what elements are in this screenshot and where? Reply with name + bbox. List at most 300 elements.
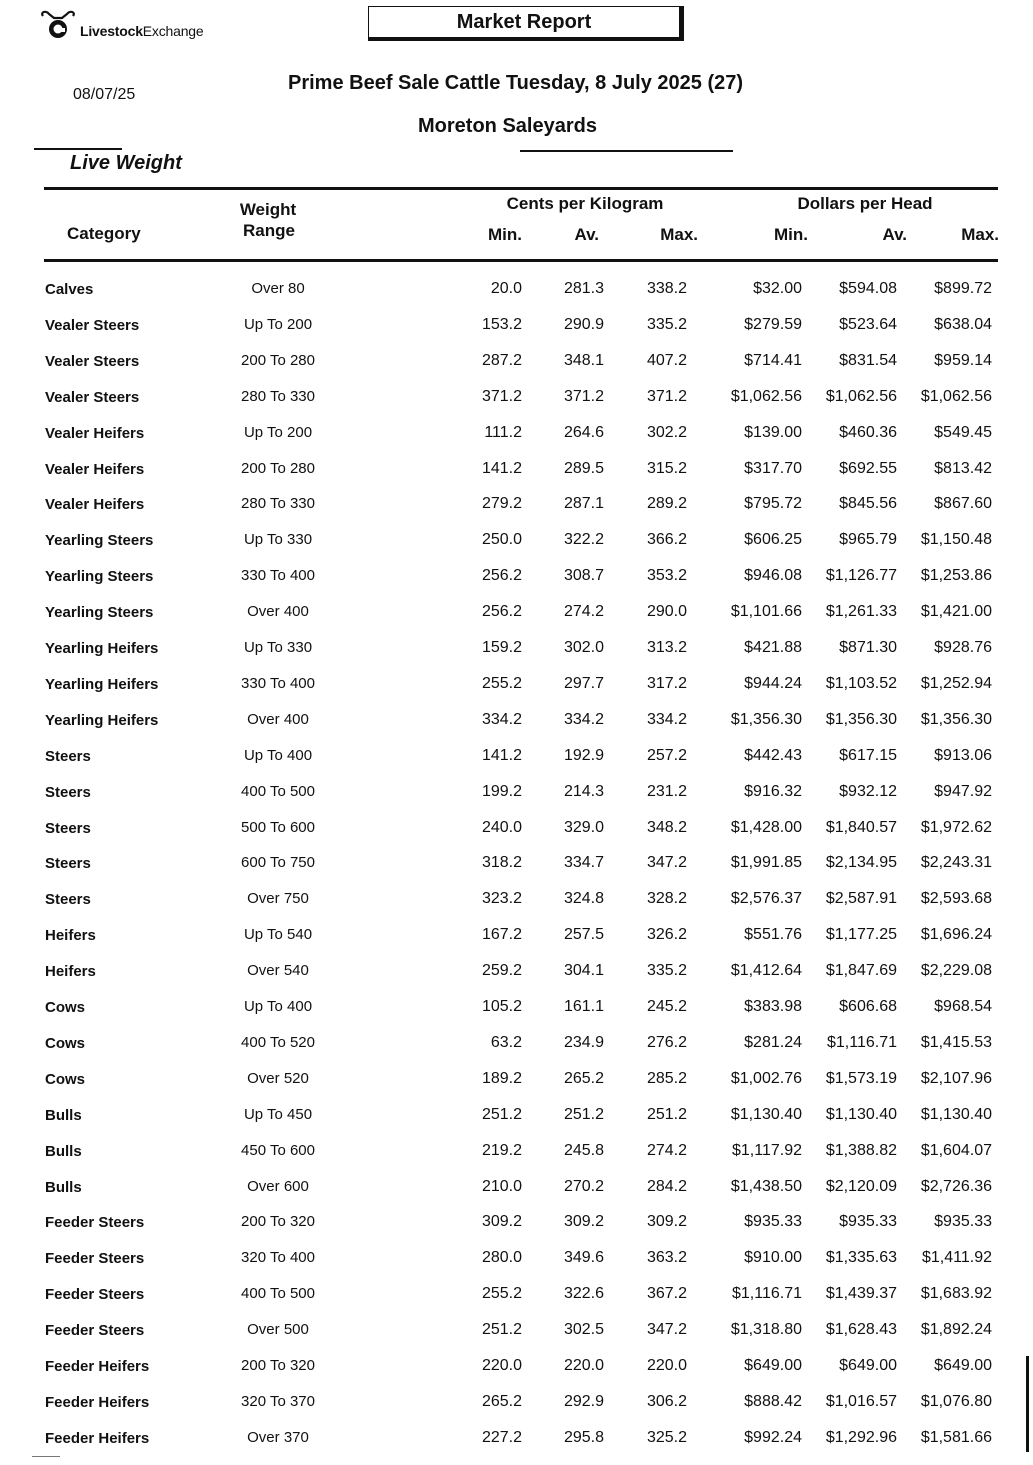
dollars-min-cell: $279.59 [744, 316, 802, 333]
table-row [0, 388, 1033, 424]
dollars-av-cell: $1,062.56 [825, 388, 897, 405]
dollars-max-cell: $1,972.62 [920, 819, 992, 836]
category-cell: Yearling Heifers [45, 640, 159, 657]
dollars-av-cell: $1,840.57 [825, 819, 897, 836]
cents-max-cell: 251.2 [646, 1106, 687, 1123]
category-cell: Steers [45, 748, 91, 765]
cents-max-cell: 315.2 [646, 460, 687, 477]
cents-min-cell: 20.0 [490, 280, 522, 297]
cents-min-cell: 250.0 [481, 531, 522, 548]
category-cell: Cows [45, 999, 86, 1016]
dollars-min-cell: $944.24 [744, 675, 802, 692]
weight-range-cell: 320 To 370 [241, 1393, 315, 1410]
dollars-av-cell: $692.55 [839, 460, 897, 477]
table-row [0, 819, 1033, 855]
weight-range-cell: Over 520 [247, 1070, 309, 1087]
table-row [0, 1070, 1033, 1106]
cents-max-cell: 326.2 [646, 926, 687, 943]
cents-max-cell: 335.2 [646, 962, 687, 979]
dollars-max-cell: $1,415.53 [920, 1034, 992, 1051]
cents-av-cell: 329.0 [563, 819, 604, 836]
header-cents-per-kilogram: Cents per Kilogram [506, 194, 664, 213]
dollars-max-cell: $947.92 [934, 783, 992, 800]
table-row [0, 460, 1033, 496]
cents-max-cell: 289.2 [646, 495, 687, 512]
category-cell: Feeder Steers [45, 1250, 145, 1267]
cents-min-cell: 256.2 [481, 603, 522, 620]
category-cell: Yearling Steers [45, 568, 154, 585]
table-row [0, 1213, 1033, 1249]
dollars-av-cell: $606.68 [839, 998, 897, 1015]
table-row [0, 1285, 1033, 1321]
table-row [0, 962, 1033, 998]
table-row [0, 998, 1033, 1034]
dollars-max-cell: $1,421.00 [920, 603, 992, 620]
dollars-max-cell: $1,252.94 [920, 675, 992, 692]
cents-min-cell: 251.2 [481, 1106, 522, 1123]
dollars-min-cell: $1,062.56 [730, 388, 802, 405]
weight-range-cell: 320 To 400 [241, 1249, 315, 1266]
cents-min-cell: 153.2 [481, 316, 522, 333]
cents-min-cell: 227.2 [481, 1429, 522, 1446]
cents-max-cell: 257.2 [646, 747, 687, 764]
category-cell: Steers [45, 855, 91, 872]
dollars-max-cell: $1,604.07 [920, 1142, 992, 1159]
table-row [0, 711, 1033, 747]
cents-min-cell: 334.2 [481, 711, 522, 728]
dollars-av-cell: $1,439.37 [825, 1285, 897, 1302]
table-row [0, 603, 1033, 639]
dollars-max-cell: $1,356.30 [920, 711, 992, 728]
cents-min-cell: 189.2 [481, 1070, 522, 1087]
cents-av-cell: 289.5 [563, 460, 604, 477]
dollars-max-cell: $959.14 [934, 352, 992, 369]
weight-range-cell: Over 400 [247, 711, 309, 728]
cents-max-cell: 367.2 [646, 1285, 687, 1302]
cents-av-cell: 264.6 [563, 424, 604, 441]
report-title-box: Market Report [368, 6, 684, 41]
cents-av-cell: 192.9 [563, 747, 604, 764]
dollars-min-cell: $992.24 [744, 1429, 802, 1446]
cents-min-cell: 309.2 [481, 1213, 522, 1230]
dollars-min-cell: $1,318.80 [730, 1321, 802, 1338]
dollars-max-cell: $867.60 [934, 495, 992, 512]
weight-range-cell: 400 To 520 [241, 1034, 315, 1051]
table-row [0, 890, 1033, 926]
weight-range-cell: Up To 330 [243, 639, 313, 656]
table-row [0, 424, 1033, 460]
cents-av-cell: 295.8 [563, 1429, 604, 1446]
cents-min-cell: 199.2 [481, 783, 522, 800]
weight-range-cell: Up To 200 [243, 316, 313, 333]
dollars-max-cell: $1,683.92 [920, 1285, 992, 1302]
location-title: Moreton Saleyards [418, 115, 597, 137]
cents-min-cell: 259.2 [481, 962, 522, 979]
dollars-av-cell: $1,573.19 [825, 1070, 897, 1087]
dollars-min-cell: $442.43 [744, 747, 802, 764]
weight-range-cell: Over 540 [247, 962, 309, 979]
dollars-min-cell: $139.00 [744, 424, 802, 441]
cents-max-cell: 348.2 [646, 819, 687, 836]
cents-min-cell: 255.2 [481, 1285, 522, 1302]
table-row [0, 1106, 1033, 1142]
cents-min-cell: 63.2 [490, 1034, 522, 1051]
category-cell: Feeder Heifers [45, 1358, 150, 1375]
cents-av-cell: 308.7 [563, 567, 604, 584]
cents-av-cell: 297.7 [563, 675, 604, 692]
cents-min-cell: 141.2 [481, 747, 522, 764]
cents-min-cell: 323.2 [481, 890, 522, 907]
dollars-max-cell: $1,150.48 [920, 531, 992, 548]
header-dollars-per-head: Dollars per Head [797, 194, 933, 213]
cents-av-cell: 257.5 [563, 926, 604, 943]
cents-av-cell: 251.2 [563, 1106, 604, 1123]
dollars-min-cell: $1,438.50 [730, 1178, 802, 1195]
dollars-min-cell: $383.98 [744, 998, 802, 1015]
dollars-av-cell: $932.12 [839, 783, 897, 800]
table-row [0, 639, 1033, 675]
cents-av-cell: 290.9 [563, 316, 604, 333]
category-cell: Bulls [45, 1107, 82, 1124]
dollars-av-cell: $649.00 [839, 1357, 897, 1374]
cents-min-cell: 240.0 [481, 819, 522, 836]
dollars-av-cell: $845.56 [839, 495, 897, 512]
cents-av-cell: 287.1 [563, 495, 604, 512]
table-row [0, 280, 1033, 316]
weight-range-cell: Up To 400 [243, 998, 313, 1015]
dollars-min-cell: $935.33 [744, 1213, 802, 1230]
cents-av-cell: 214.3 [563, 783, 604, 800]
cents-av-cell: 322.6 [563, 1285, 604, 1302]
dollars-av-cell: $1,847.69 [825, 962, 897, 979]
cents-av-cell: 348.1 [563, 352, 604, 369]
weight-range-cell: Over 600 [247, 1178, 309, 1195]
cents-min-cell: 159.2 [481, 639, 522, 656]
category-cell: Bulls [45, 1143, 82, 1160]
cents-max-cell: 363.2 [646, 1249, 687, 1266]
category-cell: Cows [45, 1035, 86, 1052]
cents-av-cell: 322.2 [563, 531, 604, 548]
table-row [0, 316, 1033, 352]
cents-av-cell: 302.5 [563, 1321, 604, 1338]
dollars-av-cell: $1,261.33 [825, 603, 897, 620]
cents-av-cell: 234.9 [563, 1034, 604, 1051]
dollars-av-cell: $1,130.40 [825, 1106, 897, 1123]
dollars-min-cell: $1,002.76 [730, 1070, 802, 1087]
cents-max-cell: 407.2 [646, 352, 687, 369]
table-row [0, 1178, 1033, 1214]
dollars-av-cell: $1,356.30 [825, 711, 897, 728]
cents-av-cell: 274.2 [563, 603, 604, 620]
table-row [0, 1034, 1033, 1070]
dollars-av-cell: $2,587.91 [825, 890, 897, 907]
cents-max-cell: 353.2 [646, 567, 687, 584]
category-cell: Yearling Steers [45, 604, 154, 621]
dollars-min-cell: $606.25 [744, 531, 802, 548]
cents-min-cell: 255.2 [481, 675, 522, 692]
logo-wordmark: LivestockExchange [80, 23, 204, 39]
dollars-min-cell: $317.70 [744, 460, 802, 477]
dollars-av-cell: $1,016.57 [825, 1393, 897, 1410]
cents-max-cell: 290.0 [646, 603, 687, 620]
cents-av-cell: 220.0 [563, 1357, 604, 1374]
dollars-max-cell: $1,253.86 [920, 567, 992, 584]
cents-max-cell: 276.2 [646, 1034, 687, 1051]
dollars-av-cell: $460.36 [839, 424, 897, 441]
category-cell: Feeder Steers [45, 1322, 145, 1339]
weight-range-cell: 200 To 280 [241, 352, 315, 369]
dollars-min-cell: $1,116.71 [732, 1285, 802, 1302]
cents-av-cell: 304.1 [563, 962, 604, 979]
header-dollars-max: Max. [961, 225, 999, 244]
dollars-min-cell: $1,101.66 [730, 603, 802, 620]
cents-min-cell: 105.2 [481, 998, 522, 1015]
cents-av-cell: 371.2 [563, 388, 604, 405]
cents-min-cell: 256.2 [481, 567, 522, 584]
category-cell: Steers [45, 820, 91, 837]
weight-range-cell: Up To 330 [243, 531, 313, 548]
cents-av-cell: 161.1 [563, 998, 604, 1015]
dollars-min-cell: $32.00 [753, 280, 802, 297]
dollars-max-cell: $2,593.68 [920, 890, 992, 907]
table-row [0, 1393, 1033, 1429]
cents-min-cell: 220.0 [481, 1357, 522, 1374]
cents-min-cell: 111.2 [484, 424, 522, 441]
dollars-av-cell: $1,103.52 [825, 675, 897, 692]
cents-min-cell: 318.2 [481, 854, 522, 871]
cents-min-cell: 279.2 [481, 495, 522, 512]
category-cell: Vealer Steers [45, 353, 140, 370]
cents-max-cell: 313.2 [646, 639, 687, 656]
cents-av-cell: 281.3 [563, 280, 604, 297]
cents-max-cell: 335.2 [646, 316, 687, 333]
table-row [0, 567, 1033, 603]
cents-max-cell: 302.2 [646, 424, 687, 441]
livestock-exchange-logo [40, 10, 230, 44]
cents-max-cell: 284.2 [646, 1178, 687, 1195]
cents-min-cell: 265.2 [481, 1393, 522, 1410]
header-category: Category [67, 224, 141, 243]
table-row [0, 495, 1033, 531]
category-cell: Feeder Steers [45, 1286, 145, 1303]
weight-range-cell: Up To 540 [243, 926, 313, 943]
weight-range-cell: 280 To 330 [241, 388, 315, 405]
dollars-av-cell: $1,292.96 [825, 1429, 897, 1446]
dollars-av-cell: $1,388.82 [825, 1142, 897, 1159]
cents-max-cell: 317.2 [646, 675, 687, 692]
cents-av-cell: 302.0 [563, 639, 604, 656]
weight-range-cell: 500 To 600 [241, 819, 315, 836]
divider [520, 150, 733, 152]
sale-title: Prime Beef Sale Cattle Tuesday, 8 July 2025 (27) [288, 72, 744, 94]
cents-min-cell: 251.2 [481, 1321, 522, 1338]
dollars-max-cell: $1,892.24 [920, 1321, 992, 1338]
cents-min-cell: 371.2 [481, 388, 522, 405]
category-cell: Feeder Heifers [45, 1430, 150, 1447]
dollars-min-cell: $1,428.00 [730, 819, 802, 836]
table-row [0, 352, 1033, 388]
dollars-min-cell: $916.32 [744, 783, 802, 800]
weight-range-cell: Up To 200 [243, 424, 313, 441]
weight-range-cell: 330 To 400 [241, 675, 315, 692]
cents-max-cell: 309.2 [646, 1213, 687, 1230]
dollars-max-cell: $638.04 [934, 316, 992, 333]
dollars-av-cell: $831.54 [839, 352, 897, 369]
header-cents-av: Av. [574, 225, 599, 244]
cents-av-cell: 334.7 [563, 854, 604, 871]
cents-max-cell: 306.2 [646, 1393, 687, 1410]
dollars-av-cell: $523.64 [839, 316, 897, 333]
dollars-min-cell: $910.00 [744, 1249, 802, 1266]
header-cents-min: Min. [488, 225, 522, 244]
weight-range-cell: Over 500 [247, 1321, 309, 1338]
category-cell: Heifers [45, 927, 96, 944]
dollars-max-cell: $1,581.66 [920, 1429, 992, 1446]
dollars-max-cell: $1,062.56 [920, 388, 992, 405]
dollars-av-cell: $617.15 [839, 747, 897, 764]
table-row [0, 926, 1033, 962]
cents-min-cell: 167.2 [481, 926, 522, 943]
cents-max-cell: 220.0 [646, 1357, 687, 1374]
table-row [0, 854, 1033, 890]
header-weight: Weight [239, 200, 297, 219]
cents-av-cell: 270.2 [563, 1178, 604, 1195]
cents-av-cell: 292.9 [563, 1393, 604, 1410]
dollars-av-cell: $965.79 [839, 531, 897, 548]
scan-mark [32, 1456, 60, 1457]
weight-range-cell: Up To 450 [243, 1106, 313, 1123]
weight-range-cell: 200 To 280 [241, 460, 315, 477]
dollars-min-cell: $795.72 [744, 495, 802, 512]
cents-av-cell: 309.2 [563, 1213, 604, 1230]
dollars-av-cell: $871.30 [839, 639, 897, 656]
dollars-min-cell: $1,356.30 [730, 711, 802, 728]
cents-max-cell: 231.2 [646, 783, 687, 800]
category-cell: Feeder Heifers [45, 1394, 150, 1411]
cents-max-cell: 347.2 [646, 1321, 687, 1338]
dollars-min-cell: $2,576.37 [730, 890, 802, 907]
weight-range-cell: 330 To 400 [241, 567, 315, 584]
dollars-max-cell: $1,076.80 [920, 1393, 992, 1410]
cents-max-cell: 285.2 [646, 1070, 687, 1087]
category-cell: Vealer Heifers [45, 425, 145, 442]
dollars-av-cell: $594.08 [839, 280, 897, 297]
table-row [0, 1357, 1033, 1393]
weight-range-cell: 200 To 320 [241, 1213, 315, 1230]
weight-range-cell: Over 400 [247, 603, 309, 620]
dollars-min-cell: $421.88 [744, 639, 802, 656]
weight-range-cell: 280 To 330 [241, 495, 315, 512]
divider [34, 148, 122, 150]
section-heading: Live Weight [70, 152, 182, 174]
weight-range-cell: 400 To 500 [241, 1285, 315, 1302]
category-cell: Steers [45, 891, 91, 908]
dollars-max-cell: $2,726.36 [920, 1178, 992, 1195]
cents-min-cell: 141.2 [481, 460, 522, 477]
category-cell: Bulls [45, 1179, 82, 1196]
dollars-min-cell: $551.76 [744, 926, 802, 943]
dollars-av-cell: $935.33 [839, 1213, 897, 1230]
dollars-max-cell: $1,411.92 [922, 1249, 992, 1266]
dollars-max-cell: $913.06 [934, 747, 992, 764]
dollars-av-cell: $1,177.25 [825, 926, 897, 943]
cents-av-cell: 334.2 [563, 711, 604, 728]
report-date: 08/07/25 [73, 86, 136, 103]
category-cell: Steers [45, 784, 91, 801]
category-cell: Cows [45, 1071, 86, 1088]
dollars-min-cell: $1,130.40 [730, 1106, 802, 1123]
dollars-av-cell: $2,134.95 [825, 854, 897, 871]
table-row [0, 675, 1033, 711]
dollars-max-cell: $549.45 [934, 424, 992, 441]
dollars-min-cell: $888.42 [744, 1393, 802, 1410]
table-row [0, 747, 1033, 783]
category-cell: Calves [45, 281, 94, 298]
dollars-av-cell: $1,126.77 [825, 567, 897, 584]
cents-max-cell: 338.2 [646, 280, 687, 297]
cents-max-cell: 366.2 [646, 531, 687, 548]
dollars-min-cell: $281.24 [744, 1034, 802, 1051]
header-cents-max: Max. [660, 225, 698, 244]
dollars-max-cell: $2,107.96 [920, 1070, 992, 1087]
category-cell: Yearling Heifers [45, 676, 159, 693]
dollars-max-cell: $928.76 [934, 639, 992, 656]
dollars-min-cell: $1,117.92 [732, 1142, 802, 1159]
table-row [0, 783, 1033, 819]
weight-range-cell: Over 80 [251, 280, 305, 297]
category-cell: Yearling Heifers [45, 712, 159, 729]
dollars-max-cell: $968.54 [934, 998, 992, 1015]
category-cell: Yearling Steers [45, 532, 154, 549]
dollars-min-cell: $946.08 [744, 567, 802, 584]
cents-av-cell: 349.6 [563, 1249, 604, 1266]
cents-max-cell: 334.2 [646, 711, 687, 728]
dollars-min-cell: $1,991.85 [730, 854, 802, 871]
weight-range-cell: 400 To 500 [241, 783, 315, 800]
weight-range-cell: 600 To 750 [241, 854, 315, 871]
table-top-rule [44, 187, 998, 190]
dollars-av-cell: $2,120.09 [825, 1178, 897, 1195]
dollars-max-cell: $899.72 [934, 280, 992, 297]
table-header-rule [44, 259, 998, 262]
cents-max-cell: 325.2 [646, 1429, 687, 1446]
header-dollars-min: Min. [774, 225, 808, 244]
weight-range-cell: 200 To 320 [241, 1357, 315, 1374]
dollars-max-cell: $2,243.31 [920, 854, 992, 871]
category-cell: Vealer Steers [45, 317, 140, 334]
table-row [0, 1429, 1033, 1465]
cents-max-cell: 328.2 [646, 890, 687, 907]
dollars-max-cell: $813.42 [934, 460, 992, 477]
weight-range-cell: 450 To 600 [241, 1142, 315, 1159]
dollars-av-cell: $1,628.43 [825, 1321, 897, 1338]
cattle-head-icon [40, 10, 76, 42]
weight-range-cell: Up To 400 [243, 747, 313, 764]
category-cell: Vealer Heifers [45, 496, 145, 513]
dollars-min-cell: $1,412.64 [730, 962, 802, 979]
header-dollars-av: Av. [882, 225, 907, 244]
weight-range-cell: Over 750 [247, 890, 309, 907]
cents-av-cell: 245.8 [563, 1142, 604, 1159]
cents-av-cell: 324.8 [563, 890, 604, 907]
scan-edge-mark [1026, 1356, 1029, 1452]
cents-min-cell: 210.0 [481, 1178, 522, 1195]
dollars-min-cell: $714.41 [744, 352, 802, 369]
cents-max-cell: 274.2 [646, 1142, 687, 1159]
table-row [0, 1142, 1033, 1178]
weight-range-cell: Over 370 [247, 1429, 309, 1446]
dollars-av-cell: $1,116.71 [827, 1034, 897, 1051]
